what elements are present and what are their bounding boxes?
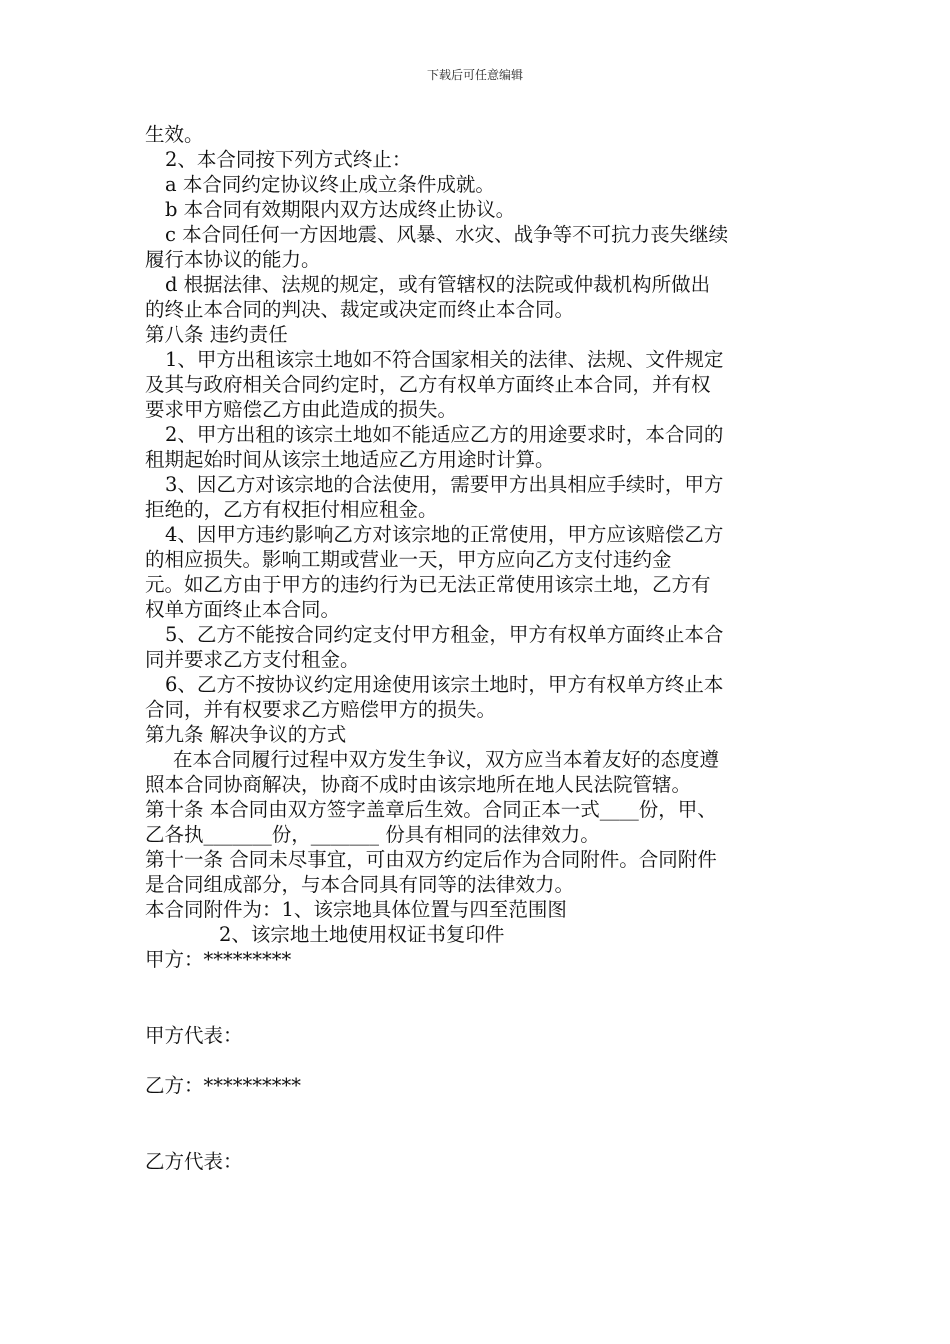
text-line: b 本合同有效期限内双方达成终止协议。 [165, 198, 516, 221]
text-line: d 根据法律、法规的规定，或有管辖权的法院或仲裁机构所做出 [165, 273, 711, 296]
text-line: 同并要求乙方支付租金。 [145, 648, 360, 671]
text-line: 合同，并有权要求乙方赔偿甲方的损失。 [145, 698, 497, 721]
text-line: 照本合同协商解决，协商不成时由该宗地所在地人民法院管辖。 [145, 773, 692, 796]
contract-body [145, 122, 810, 972]
text-line: 履行本协议的能力。 [145, 248, 321, 271]
text-line: 3、因乙方对该宗地的合法使用，需要甲方出具相应手续时，甲方 [165, 473, 724, 496]
text-line: 1、甲方出租该宗土地如不符合国家相关的法律、法规、文件规定 [165, 348, 724, 371]
text-line: 2、甲方出租的该宗土地如不能适应乙方的用途要求时，本合同的 [165, 423, 724, 446]
text-line: 租期起始时间从该宗土地适应乙方用途时计算。 [145, 448, 555, 471]
page-header: 下载后可任意编辑 [426, 68, 523, 82]
party-b-representative: 乙方代表： [145, 1150, 243, 1173]
section-heading: 第八条 违约责任 [145, 323, 288, 346]
text-line: 第十条 本合同由双方签字盖章后生效。合同正本一式____份，甲、 [145, 798, 717, 821]
text-line: 的终止本合同的判决、裁定或决定而终止本合同。 [145, 298, 575, 321]
text-line: 是合同组成部分，与本合同具有同等的法律效力。 [145, 873, 575, 896]
text-line: a 本合同约定协议终止成立条件成就。 [165, 173, 495, 196]
text-line: 拒绝的，乙方有权拒付相应租金。 [145, 498, 438, 521]
text-line: 2、本合同按下列方式终止： [165, 148, 412, 171]
section-heading: 第九条 解决争议的方式 [145, 723, 347, 746]
party-a-line: 甲方：********* [145, 948, 292, 971]
text-line: 6、乙方不按协议约定用途使用该宗土地时，甲方有权单方终止本 [165, 673, 724, 696]
text-line: 权单方面终止本合同。 [145, 598, 341, 621]
text-line: 本合同附件为：1、该宗地具体位置与四至范围图 [145, 898, 567, 921]
text-line: 生效。 [145, 123, 204, 146]
text-line: 要求甲方赔偿乙方由此造成的损失。 [145, 398, 458, 421]
party-b-line: 乙方：********** [145, 1074, 302, 1097]
text-line: 在本合同履行过程中双方发生争议，双方应当本着友好的态度遵 [173, 748, 720, 771]
text-line: c 本合同任何一方因地震、风暴、水灾、战争等不可抗力丧失继续 [165, 223, 729, 246]
text-line: 第十一条 合同未尽事宜，可由双方约定后作为合同附件。合同附件 [145, 848, 717, 871]
text-line: 及其与政府相关合同约定时，乙方有权单方面终止本合同，并有权 [145, 373, 711, 396]
text-line: 的相应损失。影响工期或营业一天，甲方应向乙方支付违约金 [145, 548, 672, 571]
text-line: 乙各执_______份，_______ 份具有相同的法律效力。 [145, 823, 600, 846]
text-line: 2、该宗地土地使用权证书复印件 [219, 923, 505, 946]
text-line: 元。如乙方由于甲方的违约行为已无法正常使用该宗土地，乙方有 [145, 573, 711, 596]
party-a-representative: 甲方代表： [145, 1024, 243, 1047]
text-line: 4、因甲方违约影响乙方对该宗地的正常使用，甲方应该赔偿乙方 [165, 523, 724, 546]
text-line: 5、乙方不能按合同约定支付甲方租金，甲方有权单方面终止本合 [165, 623, 724, 646]
